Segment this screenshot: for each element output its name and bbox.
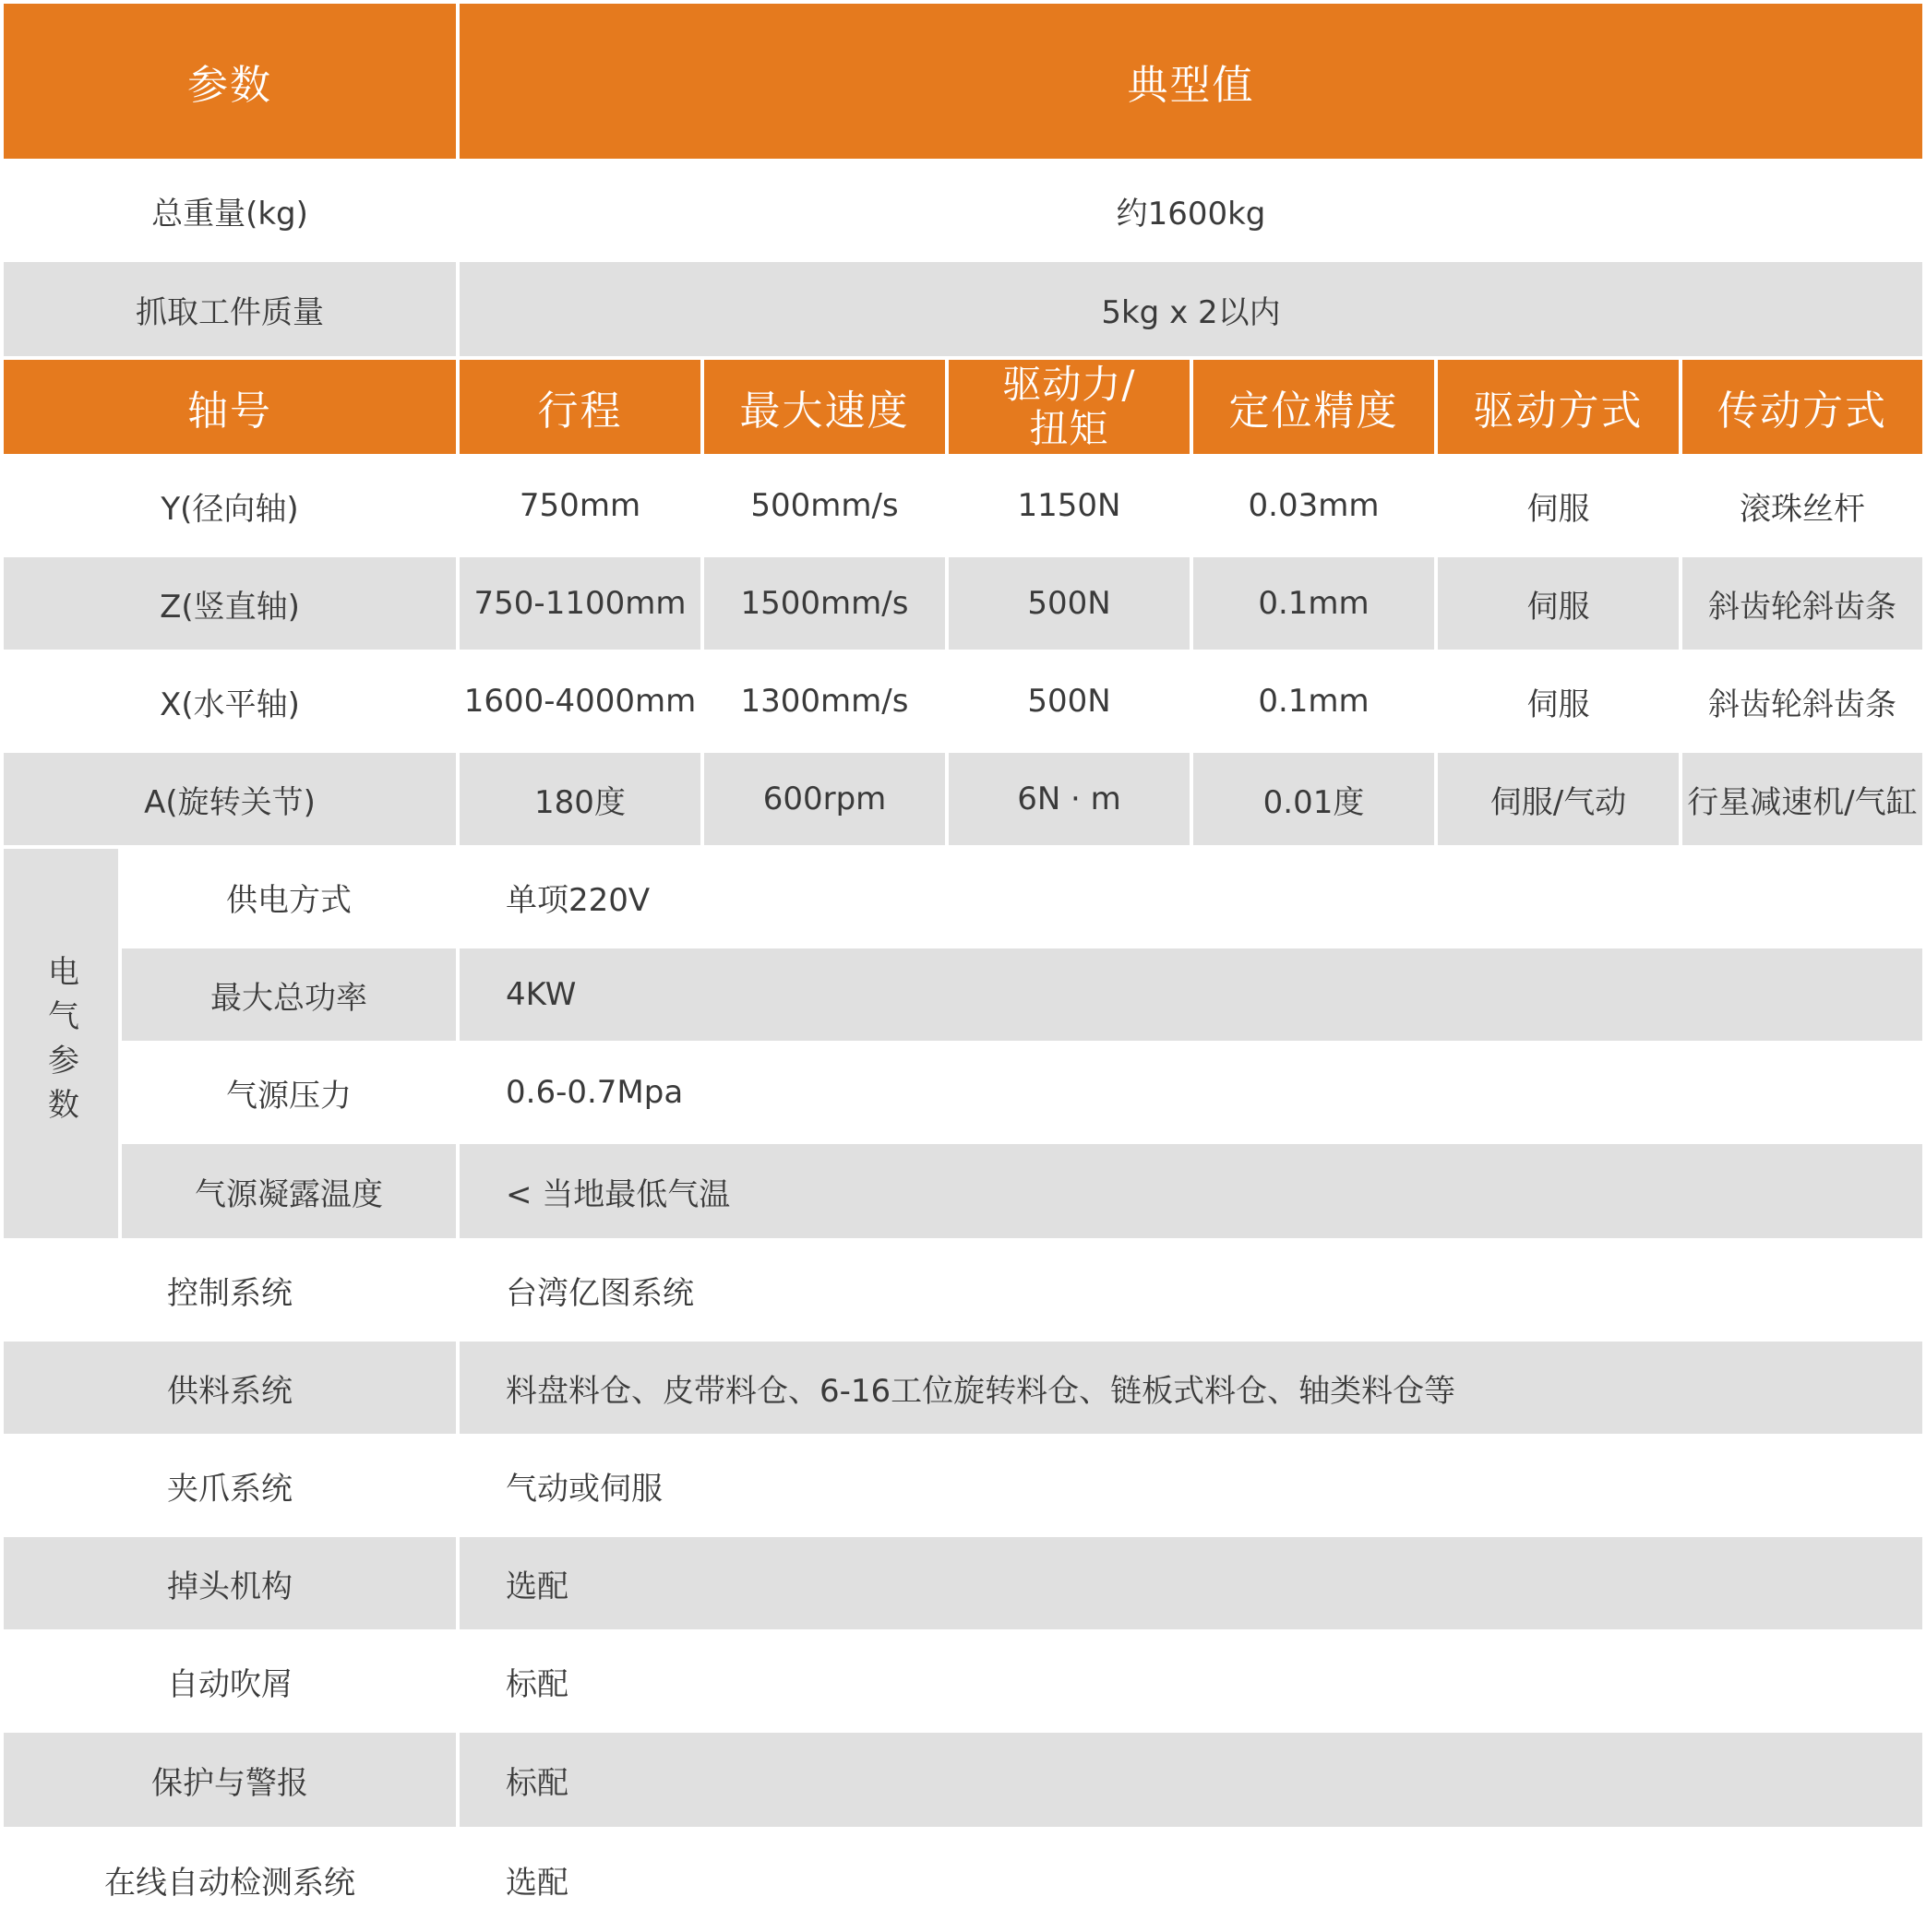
axis-cell: Z(竖直轴) [4, 557, 456, 650]
axis-cell: X(水平轴) [4, 653, 456, 749]
row-label: 保护与警报 [4, 1733, 456, 1827]
axis-cell: 1300mm/s [704, 653, 945, 749]
row-label: 自动吹屑 [4, 1633, 456, 1729]
row-label: 掉头机构 [4, 1537, 456, 1629]
axis-header-drive-mode: 驱动方式 [1438, 360, 1679, 454]
axis-cell: 0.03mm [1193, 458, 1434, 554]
table-row [4, 162, 1922, 258]
axis-cell: 斜齿轮斜齿条 [1682, 557, 1922, 650]
axis-row [4, 653, 1922, 749]
electrical-row [122, 1144, 1922, 1238]
row-value: 台湾亿图系统 [460, 1242, 1922, 1338]
axis-cell: 1150N [949, 458, 1190, 554]
axis-header-max-speed: 最大速度 [704, 360, 945, 454]
axis-cell: 600rpm [704, 753, 945, 845]
row-label: 控制系统 [4, 1242, 456, 1338]
table-header-row [4, 4, 1922, 159]
axis-cell: 伺服 [1438, 557, 1679, 650]
row-value: 约1600kg [460, 162, 1922, 258]
header-param: 参数 [4, 4, 456, 159]
row-value: 标配 [460, 1633, 1922, 1729]
axis-row [4, 753, 1922, 845]
row-label: 气源压力 [122, 1044, 456, 1140]
axis-cell: A(旋转关节) [4, 753, 456, 845]
row-value: 4KW [460, 948, 1922, 1041]
axis-cell: 500mm/s [704, 458, 945, 554]
axis-cell: 6N · m [949, 753, 1190, 845]
row-label: 气源凝露温度 [122, 1144, 456, 1238]
table-row [4, 1342, 1922, 1434]
axis-row [4, 557, 1922, 650]
header-typical: 典型值 [460, 4, 1922, 159]
electrical-group-label: 电气参数 [4, 849, 118, 1238]
row-value: 料盘料仓、皮带料仓、6-16工位旋转料仓、链板式料仓、轴类料仓等 [460, 1342, 1922, 1434]
axis-cell: 1600-4000mm [460, 653, 700, 749]
table-row [4, 1733, 1922, 1827]
axis-cell: 750-1100mm [460, 557, 700, 650]
row-value: < 当地最低气温 [460, 1144, 1922, 1238]
axis-cell: 0.01度 [1193, 753, 1434, 845]
row-value: 5kg x 2以内 [460, 262, 1922, 356]
row-label: 夹爪系统 [4, 1437, 456, 1533]
axis-cell: 500N [949, 653, 1190, 749]
table-row [4, 262, 1922, 356]
axis-cell: 滚珠丝杆 [1682, 458, 1922, 554]
row-label: 抓取工件质量 [4, 262, 456, 356]
row-value: 0.6-0.7Mpa [460, 1044, 1922, 1140]
table-row [4, 1537, 1922, 1629]
electrical-row [122, 948, 1922, 1041]
axis-cell: Y(径向轴) [4, 458, 456, 554]
axis-header-stroke: 行程 [460, 360, 700, 454]
axis-cell: 伺服/气动 [1438, 753, 1679, 845]
axis-cell: 750mm [460, 458, 700, 554]
axis-cell: 行星减速机/气缸 [1682, 753, 1922, 845]
table-row [4, 1633, 1922, 1729]
row-value: 选配 [460, 1831, 1922, 1928]
row-value: 标配 [460, 1733, 1922, 1827]
axis-header-precision: 定位精度 [1193, 360, 1434, 454]
row-label: 最大总功率 [122, 948, 456, 1041]
axis-cell: 伺服 [1438, 653, 1679, 749]
row-label: 供电方式 [122, 849, 456, 945]
row-label: 总重量(kg) [4, 162, 456, 258]
table-row [4, 1831, 1922, 1928]
axis-cell: 0.1mm [1193, 557, 1434, 650]
row-label: 供料系统 [4, 1342, 456, 1434]
axis-header-axis: 轴号 [4, 360, 456, 454]
row-value: 单项220V [460, 849, 1922, 945]
axis-header-drive-force: 驱动力/ 扭矩 [949, 360, 1190, 454]
axis-cell: 伺服 [1438, 458, 1679, 554]
axis-cell: 0.1mm [1193, 653, 1434, 749]
row-value: 气动或伺服 [460, 1437, 1922, 1533]
axis-cell: 180度 [460, 753, 700, 845]
row-label: 在线自动检测系统 [4, 1831, 456, 1928]
electrical-row [122, 1044, 1922, 1140]
axis-cell: 500N [949, 557, 1190, 650]
table-row [4, 1242, 1922, 1338]
axis-row [4, 458, 1922, 554]
table-row [4, 1437, 1922, 1533]
axis-cell: 斜齿轮斜齿条 [1682, 653, 1922, 749]
row-value: 选配 [460, 1537, 1922, 1629]
axis-header-row [4, 360, 1922, 454]
axis-cell: 1500mm/s [704, 557, 945, 650]
electrical-row [122, 849, 1922, 945]
axis-header-transmission: 传动方式 [1682, 360, 1922, 454]
